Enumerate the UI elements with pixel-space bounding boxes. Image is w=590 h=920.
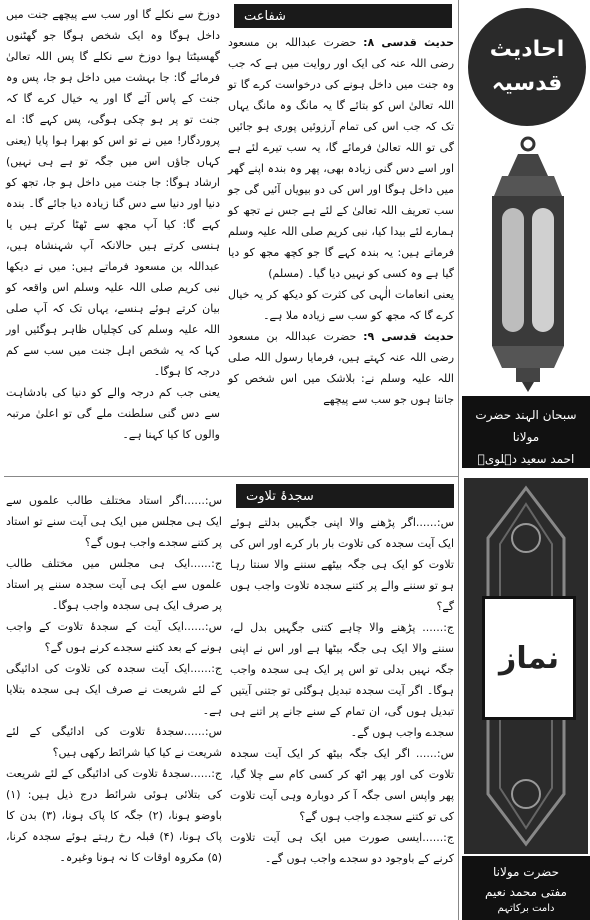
hadith-8-heading: حدیث قدسی ۸:	[363, 36, 455, 49]
question-5: س:......سجدۂ تلاوت کی ادائیگی کے لئے شریعت نے کیا کیا شرائط رکھی ہیں؟	[6, 725, 222, 759]
answer-1: ج:...... پڑھنے والا چاہے کتنی جگہیں بدل لے، سننے والا ایک ہی جگہ بیٹھا ہے اور اس نے اپنی جگہ نہیں بدلی تو اس پر ایک ہی سجدہ واجب ہوگا۔ اگر آیت سجدہ تبدیل ہوگئی تو جتنی آیتیں تبدیل ہوں گی، ان تمام کے سنے جانے پر اتنے ہی سجدے واجب ہوں گے۔	[230, 621, 454, 739]
hadith-8-narrator: حضرت عبداللہ بن مسعود رضی اللہ	[228, 36, 455, 70]
ornamental-frame	[464, 478, 588, 854]
hadith-9-text: عنہ کہتے ہیں، فرمایا رسول اللہ صلی اللہ علیہ وسلم نے: بلاشک میں اس شخص کو جانتا ہوں جو سب سے پیچھے	[228, 351, 454, 406]
hadith-8-paragraph	[228, 32, 454, 284]
credit2-line-2: مفتی محمد نعیم	[485, 885, 567, 899]
hadith-8-text: عنہ کی ایک اور روایت میں ہے کہ جب وہ جنت میں داخل ہونے کی درخواست کرے گا تو اللہ تعالیٰ اس کو بتائے گا یہ مانگ وہ مانگ یہاں تک کہ جب اس کی تمام آرزوئیں پوری ہو جائیں گی تو اللہ تعالیٰ فرمائے گا، یہ سب تیرے لئے ہے اور اسے دس گنی زیادہ بھی، پھر وہ بندہ اپنے گھر میں داخل ہوگا اور اس کی دو بیویاں آئیں گی جو سب تعریف اللہ تعالیٰ کے لئے ہے جس نے تجھ کو ہمارے لئے بیدا کیا، نبی کریم صلی اللہ علیہ وسلم فرماتے ہیں: یہ بندہ کہے گا جو کچھ مجھ کو دیا گیا ہے وہ کسی کو نہیں دیا گیا۔ (مسلم)	[228, 57, 454, 280]
hadith-9-narrator: حضرت عبداللہ بن مسعود رضی اللہ	[228, 330, 455, 364]
frame-title: نماز	[482, 596, 576, 720]
answer-3: ج:......ایک ہی مجلس میں مختلف طالب علموں سے ایک ہی آیت سجدہ سننے پر استاد پر صرف ایک ہی سجدہ واجب ہوگا۔	[6, 557, 222, 612]
section-header-shafaat	[234, 4, 452, 28]
shafaat-column-left	[6, 4, 220, 445]
credit-line-1: سبحان الہند حضرت مولانا	[475, 408, 577, 444]
sidebar	[462, 0, 590, 920]
lantern-icon	[482, 136, 574, 394]
answer-5: ج:......سجدۂ تلاوت کی ادائیگی کے لئے شریعت کی بتلائی ہوئی شرائط درج ذیل ہیں: (۱) باوضو ہونا، (۲) جگہ کا پاک ہونا، (۳) بدن کا پاک ہونا، (۴) قبلہ رخ رہتے ہوئے سجدہ کرنا، (۵) مکروہ اوقات کا نہ ہونا وغیرہ۔	[6, 767, 222, 864]
hadith-9-continuation: دوزخ سے نکلے گا اور سب سے پیچھے جنت میں داخل ہوگا وہ ایک شخص ہوگا جو گھٹنوں گھسیٹتا ہوا دوزخ سے نکلے گا پس اللہ تعالیٰ فرمائے گا: جا بہشت میں داخل ہو جا، پس وہ جنت کے پاس آئے گا اور یہ خیال کرے گا کہ جنت تو پر ہو چکی ہوگی، پس کہے گا: اے پروردگار! میں نے تو اس کو بھرا ہوا پایا (یعنی کہاں جاؤں اس میں جگہ تو ہے ہی نہیں) ارشاد ہوگا: جا جنت میں داخل ہو جا، تجھ کو دنیا اور دنیا سے دس گنا زیادہ دیا جائے گا۔ بندہ کہے گا: کیا آپ مجھ سے ٹھٹا کرتے ہیں یا ہنسی کرتے ہیں حالانکہ آپ شہنشاہ ہیں، عبداللہ بن مسعود فرماتے ہیں: میں نے دیکھا نبی کریم صلی اللہ علیہ وسلم اس واقعہ کو بیان کرتے ہوئے ہنسے، یہاں تک کہ آپ صلی اللہ علیہ وسلم کی کچلیاں ظاہر ہوگئیں اور کہا کہ یہ شخص اہل جنت میں سب سے کم درجہ کا ہوگا۔	[6, 8, 220, 378]
hadith-9-paragraph	[228, 326, 454, 410]
hadith-9-heading: حدیث قدسی ۹:	[363, 330, 455, 343]
shafaat-column-right	[228, 32, 454, 410]
section-header-label: سجدۂ تلاوت	[246, 488, 314, 504]
section-header-label: شفاعت	[244, 8, 286, 24]
title-badge	[468, 8, 586, 126]
question-4: س:......ایک آیت کے سجدۂ تلاوت کے واجب ہونے کے بعد کتنے سجدے کرنے ہوں گے؟	[6, 620, 222, 654]
column-divider	[458, 0, 459, 920]
question-3: س:......اگر استاد مختلف طالب علموں سے ایک ہی مجلس میں ایک ہی آیت سنے تو استاد پر کتنے سجدے واجب ہوں گے؟	[6, 494, 222, 549]
question-2: س:...... اگر ایک جگہ بیٹھ کر ایک آیت سجدہ تلاوت کی اور پھر اٹھ کر کسی کام سے چلا گیا، پھر واپس اسی جگہ آ کر دوبارہ وہی آیت تلاوت کی تو کتنے سجدے واجب ہوں گے؟	[230, 747, 454, 823]
hadith-9-commentary: یعنی جب کم درجہ والے کو دنیا کی بادشاہت سے دس گنی سلطنت ملے گی تو اعلیٰ مرتبہ والوں کا کیا کہنا ہے۔	[6, 386, 220, 441]
badge-line-1: احادیث	[489, 37, 565, 62]
section-header-sajda	[236, 484, 454, 508]
answer-4: ج:......ایک آیت سجدہ کی تلاوت کی ادائیگی کے لئے شریعت نے صرف ایک ہی سجدہ بتلایا ہے۔	[6, 662, 222, 717]
section-divider	[4, 476, 458, 477]
credit-line-2: احمد سعید دہلویؒ	[477, 452, 575, 466]
credit2-line-1: حضرت مولانا	[492, 865, 560, 879]
author-credit	[462, 396, 590, 468]
hadith-8-commentary: یعنی انعامات الٰہی کی کثرت کو دیکھ کر یہ خیال کرے گا کہ مجھ کو سب سے زیادہ ملا ہے۔	[228, 288, 454, 322]
sajda-column-right	[230, 512, 454, 869]
mufti-credit	[462, 856, 590, 920]
badge-line-2: قدسیہ	[491, 71, 563, 96]
question-1: س:......اگر پڑھنے والا اپنی جگہیں بدلتے ہوئے ایک آیت سجدہ کی تلاوت بار بار کرے اور اس کی تلاوت کو ایک ہی جگہ بیٹھے سننے والا سنتا رہا ہو تو سننے والے پر کتنے سجدہ تلاوت واجب ہوں گے؟	[230, 516, 454, 613]
answer-2: ج:......ایسی صورت میں ایک ہی آیت تلاوت کرنے کے باوجود دو سجدے واجب ہوں گے۔	[230, 831, 454, 865]
sajda-column-left	[6, 490, 222, 868]
credit2-line-3: دامت برکاتہم	[497, 903, 555, 914]
